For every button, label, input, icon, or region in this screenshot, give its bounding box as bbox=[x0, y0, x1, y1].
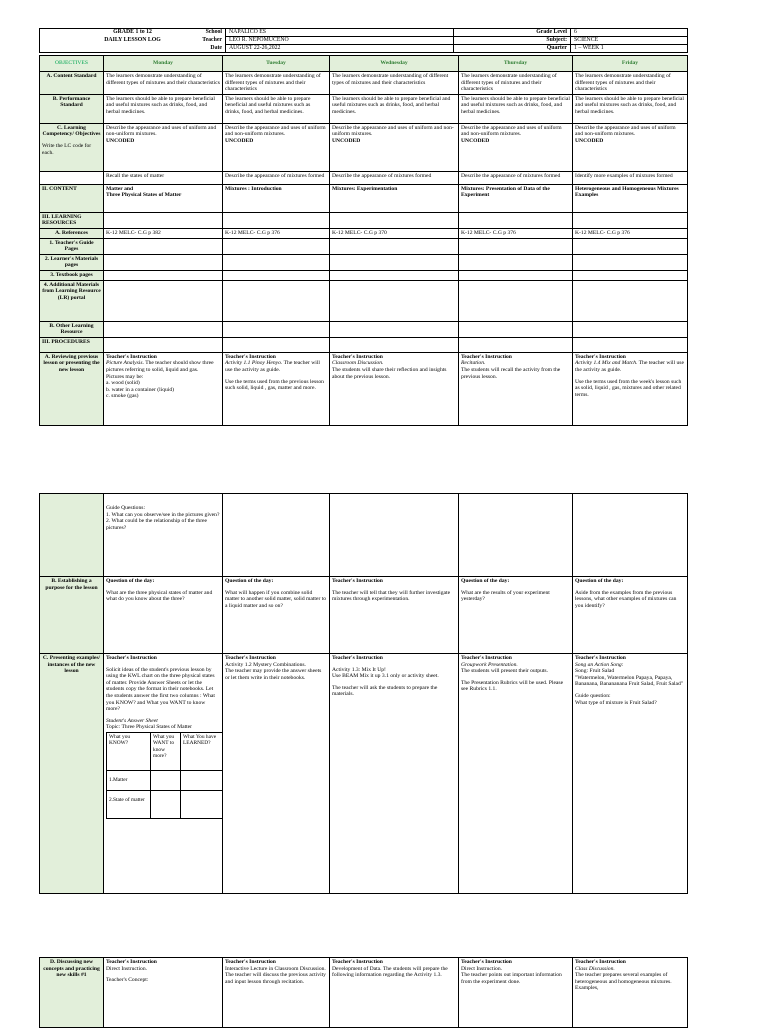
lr-tue bbox=[223, 212, 330, 228]
content-standard-tue: The learners demonstrate understanding of different types of mixtures and their characteristics bbox=[223, 72, 330, 95]
performance-standard-tue: The learners should be able to prepare beneficial and useful mixtures such as drinks, food, and herbal medicines. bbox=[223, 94, 330, 123]
am-thu bbox=[459, 280, 573, 321]
proc-fri bbox=[573, 337, 688, 352]
establishing-label: B. Establishing a purpose for the lesson bbox=[40, 577, 104, 654]
learning-resources-label: III. LEARNING RESOURCES bbox=[40, 212, 104, 228]
performance-standard-wed: The learners should be able to prepare beneficial and useful mixtures such as drinks, food, and herbal medicines. bbox=[330, 94, 459, 123]
competency-mon: Describe the appearance and uses of uniform and non-uniform mixtures. UNCODED bbox=[104, 123, 223, 171]
textbook-label: 3. Textbook pages bbox=[40, 270, 104, 280]
competency-thu: Describe the appearance and uses of uniform and non-uniform mixtures. UNCODED bbox=[459, 123, 573, 171]
am-fri bbox=[573, 280, 688, 321]
tg-thu bbox=[459, 238, 573, 254]
tb-thu bbox=[459, 270, 573, 280]
reviewing-mon: Teacher's Instruction Picture Analysis. The teacher should show three pictures referring to solid, liquid and gas. Pictures may be: a. wood (solid) b. water in a container (liquid) c. smoke (gas) bbox=[104, 352, 223, 425]
presenting-mon: Teacher's Instruction Solicit ideas of the student's previous lesson by using the KWL chart on the three physical states of matter. Provide Answer Sheets or let the students copy the format in their notebooks. Let the students answer the first two columns : What you KNOW? and What you WANT to know more? Student's Answer Sheet Topic: Three Physical States of Matter What you KNOW? What you WANT to know more? What You have LEARNED? 1.Matter 2.State of matter bbox=[104, 654, 223, 894]
kwl-chart bbox=[106, 732, 223, 819]
or-fri bbox=[573, 321, 688, 337]
lm-tue bbox=[223, 254, 330, 270]
am-mon bbox=[104, 280, 223, 321]
ref-thu: K-12 MELC- C.G p 376 bbox=[459, 228, 573, 238]
content-standard-fri: The learners demonstrate understanding of different types of mixtures and their characteristics bbox=[573, 72, 688, 95]
day-tuesday: Tuesday bbox=[223, 56, 330, 72]
tg-fri bbox=[573, 238, 688, 254]
subject-value: SCIENCE bbox=[571, 37, 688, 45]
objective-mon: Recall the states of matter bbox=[104, 171, 223, 184]
tg-tue bbox=[223, 238, 330, 254]
establishing-wed: Teacher's Instruction The teacher will tell that they will further investigate mixtures through experimentation. bbox=[330, 577, 459, 654]
kwl-row-state: 2.State of matter bbox=[107, 790, 151, 818]
content-standard-thu: The learners demonstrate understanding of different types of mixtures and their characteristics bbox=[459, 72, 573, 95]
tb-mon bbox=[104, 270, 223, 280]
presenting-fri: Teacher's Instruction Song an Action Song: Song: Fruit Salad "Watermelon, Watermelon Papaya, Papaya, Bananana, Banananana Fruit Salad, Fruit Salad" Guide question: What type of mixture is Fruit Salad? bbox=[573, 654, 688, 894]
tb-tue bbox=[223, 270, 330, 280]
reviewing-wed: Teacher's Instruction Classroom Discussion. The students will share their reflection and insights about the previous lesson. bbox=[330, 352, 459, 425]
content-standard-label: A. Content Standard bbox=[40, 72, 104, 95]
content-thu: Mixtures: Presentation of Data of the Experiment bbox=[459, 184, 573, 212]
competency-tue: Describe the appearance and uses of uniform and non-uniform mixtures. UNCODED bbox=[223, 123, 330, 171]
tb-fri bbox=[573, 270, 688, 280]
lr-thu bbox=[459, 212, 573, 228]
content-mon: Matter and Three Physical States of Matter bbox=[104, 184, 223, 212]
proc-thu bbox=[459, 337, 573, 352]
presenting-wed: Teacher's Instruction Activity 1.3: Mix It Up! Use BEAM Mix it up 3.1 only or activity sheet. The teacher will ask the students to prepare the materials. bbox=[330, 654, 459, 894]
additional-materials-label: 4. Additional Materials from Learning Resource (LR) portal bbox=[40, 280, 104, 321]
guide-tue bbox=[223, 494, 330, 577]
establishing-thu: Question of the day: What are the results of your experiment yesterday? bbox=[459, 577, 573, 654]
quarter-value: 1 – WEEK 1 bbox=[571, 45, 688, 53]
procedures-label: III. PROCEDURES bbox=[40, 337, 104, 352]
date-label: Date bbox=[210, 45, 222, 51]
guide-fri bbox=[573, 494, 688, 577]
kwl-cell bbox=[151, 790, 181, 818]
day-friday: Friday bbox=[573, 56, 688, 72]
performance-standard-fri: The learners should be able to prepare beneficial and useful mixtures such as drinks, food, and herbal medicines. bbox=[573, 94, 688, 123]
kwl-learned-header: What You have LEARNED? bbox=[181, 732, 223, 770]
discussing-tue: Teacher's Instruction Interactive Lecture in Classroom Discussion. The teacher will discuss the previous activity and input lesson through recitation. bbox=[223, 958, 330, 1028]
kwl-cell bbox=[181, 790, 223, 818]
tg-mon bbox=[104, 238, 223, 254]
reviewing-fri: Teacher's Instruction Activity 1.4 Mix and Match. The teacher will use the activity as guide. Use the terms used from the week's lesson such as solid, liquid , gas, mixtures and other related terms. bbox=[573, 352, 688, 425]
or-wed bbox=[330, 321, 459, 337]
ref-mon: K-12 MELC- C.G p 382 bbox=[104, 228, 223, 238]
kwl-want-header: What you WANT to know more? bbox=[151, 732, 181, 770]
learners-materials-label: 2. Learner's Materials pages bbox=[40, 254, 104, 270]
date-value: AUGUST 22-26,2022 bbox=[226, 45, 454, 53]
or-tue bbox=[223, 321, 330, 337]
log-title: DAILY LESSON LOG bbox=[40, 37, 226, 45]
discussing-wed: Teacher's Instruction Development of Data. The students will prepare the following information regarding the Activity 1.3. bbox=[330, 958, 459, 1028]
or-mon bbox=[104, 321, 223, 337]
grade-level-value: 6 bbox=[571, 29, 688, 37]
presenting-tue: Teacher's Instruction Activity 1.2 Mystery Combinations. The teacher may provide the answer sheets or let them write in their notebooks. bbox=[223, 654, 330, 894]
objective-tue: Describe the appearance of mixtures formed bbox=[223, 171, 330, 184]
guide-wed bbox=[330, 494, 459, 577]
tb-wed bbox=[330, 270, 459, 280]
other-resources-label: B. Other Learning Resource bbox=[40, 321, 104, 337]
performance-standard-thu: The learners should be able to prepare beneficial and useful mixtures such as drinks, food, and herbal medicines. bbox=[459, 94, 573, 123]
quarter-label: Quarter bbox=[454, 45, 571, 53]
discussing-label: D. Discussing new concepts and practicing new skills #1 bbox=[40, 958, 104, 1028]
objectives-heading: OBJECTIVES bbox=[40, 56, 104, 72]
lesson-table-page2 bbox=[39, 493, 688, 894]
discussing-thu: Teacher's Instruction Direct Instruction. The teacher points out important information from the experiment done. bbox=[459, 958, 573, 1028]
lesson-table-page3 bbox=[39, 957, 688, 1028]
content-tue: Mixtures : Introduction bbox=[223, 184, 330, 212]
objective-thu: Describe the appearance of mixtures formed bbox=[459, 171, 573, 184]
teachers-guide-label: 1. Teacher's Guide Pages bbox=[40, 238, 104, 254]
discussing-mon: Teacher's Instruction Direct Instruction. Teacher's Concept: bbox=[104, 958, 223, 1028]
establishing-mon: Question of the day: What are the three physical states of matter and what do you know about the three? bbox=[104, 577, 223, 654]
guide-questions-mon: Guide Questions: 1. What can you observe/see in the pictures given? 2. What could be the relationship of the three pictures? bbox=[104, 494, 223, 577]
objective-row-label bbox=[40, 171, 104, 184]
lr-mon bbox=[104, 212, 223, 228]
day-wednesday: Wednesday bbox=[330, 56, 459, 72]
teacher-value: LEO R. NEPOMUCENO bbox=[226, 37, 454, 45]
lm-mon bbox=[104, 254, 223, 270]
kwl-cell bbox=[181, 770, 223, 790]
teacher-label: Teacher bbox=[202, 37, 222, 43]
content-standard-mon: The learners demonstrate understanding of different types of mixtures and their characteristics bbox=[104, 72, 223, 95]
lm-thu bbox=[459, 254, 573, 270]
reviewing-label: A. Reviewing previous lesson or presenting the new lesson bbox=[40, 352, 104, 425]
competency-fri: Describe the appearance and uses of uniform and non-uniform mixtures. UNCODED bbox=[573, 123, 688, 171]
presenting-label: C. Presenting examples/ instances of the new lesson bbox=[40, 654, 104, 894]
school-value: NAPALICO ES bbox=[226, 29, 454, 37]
ref-tue: K-12 MELC- C.G p 376 bbox=[223, 228, 330, 238]
kwl-cell bbox=[151, 770, 181, 790]
am-tue bbox=[223, 280, 330, 321]
ref-fri: K-12 MELC- C.G p 376 bbox=[573, 228, 688, 238]
or-thu bbox=[459, 321, 573, 337]
proc-mon bbox=[104, 337, 223, 352]
lc-code-note: Write the LC code for each. bbox=[42, 142, 92, 156]
content-fri: Heterogeneous and Homogeneous Mixtures Examples bbox=[573, 184, 688, 212]
presenting-thu: Teacher's Instruction Groupwork Presentation. The students will present their outputs. The Presentation Rubrics will be used. Please see Rubrics 1.1. bbox=[459, 654, 573, 894]
proc-tue bbox=[223, 337, 330, 352]
competency-wed: Describe the appearance and uses of uniform and non-uniform mixtures. UNCODED bbox=[330, 123, 459, 171]
performance-standard-mon: The learners should be able to prepare beneficial and useful mixtures such as drinks, food, and herbal medicines. bbox=[104, 94, 223, 123]
tg-wed bbox=[330, 238, 459, 254]
guide-thu bbox=[459, 494, 573, 577]
day-thursday: Thursday bbox=[459, 56, 573, 72]
header-table bbox=[39, 28, 688, 53]
lm-wed bbox=[330, 254, 459, 270]
lr-wed bbox=[330, 212, 459, 228]
content-label: II. CONTENT bbox=[40, 184, 104, 212]
grade-range: GRADE 1 to 12 bbox=[40, 29, 226, 37]
subject-label: Subject: bbox=[454, 37, 571, 45]
kwl-know-header: What you KNOW? bbox=[107, 732, 151, 770]
grade-level-label: Grade Level bbox=[454, 29, 571, 37]
kwl-row-matter: 1.Matter bbox=[107, 770, 151, 790]
performance-standard-label: B. Performance Standard bbox=[40, 94, 104, 123]
learning-competency-label: C. Learning Competency/ Objectives Write the LC code for each. bbox=[40, 123, 104, 171]
reviewing-thu: Teacher's Instruction Recitation. The students will recall the activity from the previous lesson. bbox=[459, 352, 573, 425]
lesson-table-page1 bbox=[39, 55, 688, 426]
objective-fri: Identify more examples of mixtures formed bbox=[573, 171, 688, 184]
am-wed bbox=[330, 280, 459, 321]
lr-fri bbox=[573, 212, 688, 228]
reviewing-cont-label bbox=[40, 494, 104, 577]
references-label: A. References bbox=[40, 228, 104, 238]
discussing-fri: Teacher's Instruction Class Discussion. The teacher prepares several examples of heterogeneous and homogeneous mixtures. Examples, bbox=[573, 958, 688, 1028]
content-wed: Mixtures: Experimentation bbox=[330, 184, 459, 212]
content-standard-wed: The learners demonstrate understanding of different types of mixtures and their characteristics bbox=[330, 72, 459, 95]
proc-wed bbox=[330, 337, 459, 352]
day-monday: Monday bbox=[104, 56, 223, 72]
objective-wed: Describe the appearance of mixtures formed bbox=[330, 171, 459, 184]
school-label: School bbox=[205, 29, 222, 35]
reviewing-tue: Teacher's Instruction Activity 1.1 Pinoy Henyo. The teacher will use the activity as guide. Use the terms used from the previous lesson such solid, liquid , gas, matter and more. bbox=[223, 352, 330, 425]
establishing-tue: Question of the day: What will happen if you combine solid matter to another solid matter, solid matter to a liquid matter and so on? bbox=[223, 577, 330, 654]
establishing-fri: Question of the day: Aside from the examples from the previous lessons, what other examples of mixtures can you identify? bbox=[573, 577, 688, 654]
ref-wed: K-12 MELC- C.G p 370 bbox=[330, 228, 459, 238]
lm-fri bbox=[573, 254, 688, 270]
